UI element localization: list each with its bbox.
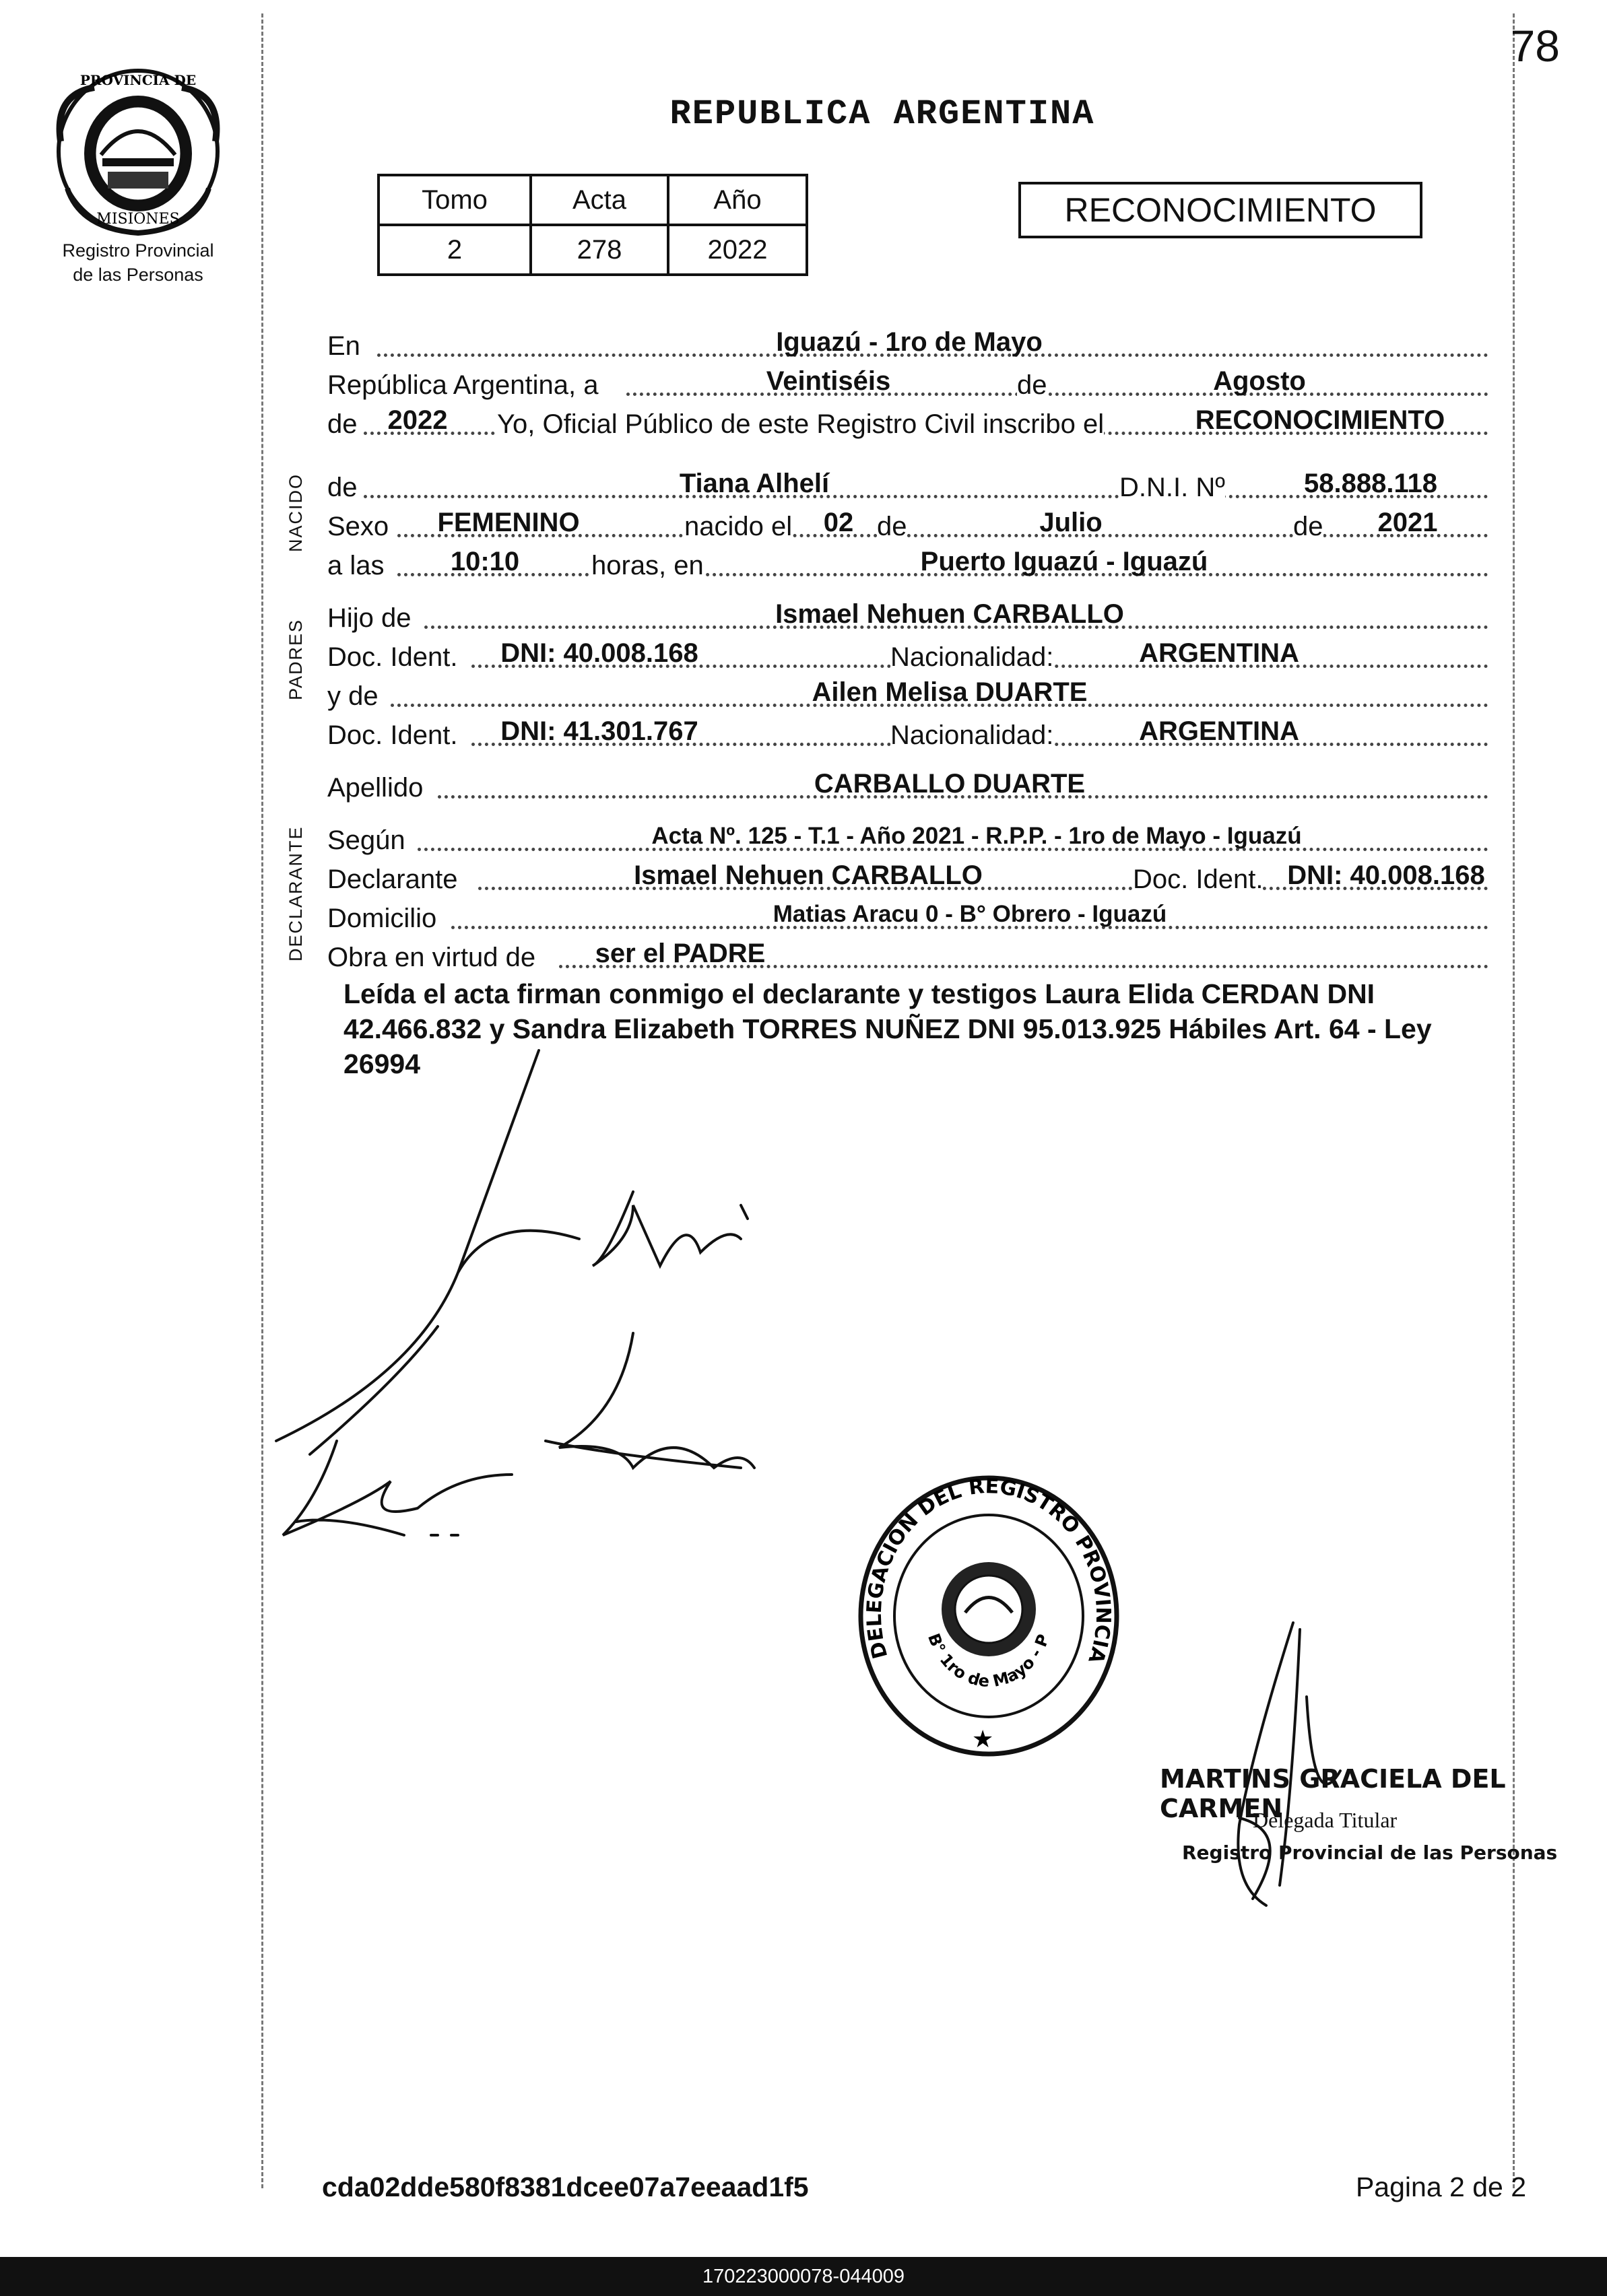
padres-side-label: PADRES: [286, 618, 306, 700]
svg-text:B° 1ro de Mayo - Pto. Iguazú: B° 1ro de Mayo - P: [924, 1631, 1053, 1691]
svg-text:DELEGACION DEL REGISTRO PROVIN: DELEGACION DEL REGISTRO PROVINCIA: [862, 1475, 1115, 1666]
nac-mes-value: Julio: [1039, 508, 1103, 537]
sexo-value: FEMENINO: [437, 508, 580, 537]
form-row-segun: [0, 816, 1607, 856]
yo-label: Yo, Oficial Público de este Registro Civil inscribo el: [497, 409, 1105, 439]
madre-doc-value: DNI: 41.301.767: [500, 716, 698, 746]
de-label: de: [1017, 370, 1047, 400]
declarante-label: Declarante: [327, 865, 458, 894]
form-row-sexo: [0, 502, 1607, 543]
official-name: MARTINS GRACIELA DEL CARMEN: [1160, 1764, 1506, 1823]
footer-code-bar: 170223000078-044009: [0, 2257, 1607, 2296]
witness-signatures: [256, 1037, 795, 1576]
nacido-side-label: NACIDO: [286, 473, 306, 552]
de5-label: de: [1293, 512, 1323, 541]
registry-stamp: [847, 1468, 1130, 1764]
nac-dia-value: 02: [823, 508, 854, 537]
en-value: Iguazú - 1ro de Mayo: [776, 327, 1043, 357]
record-type-box: RECONOCIMIENTO: [1018, 182, 1422, 238]
document-hash: cda02dde580f8381dcee07a7eeaad1f5: [322, 2171, 809, 2202]
declarante-side-label: DECLARANTE: [286, 825, 306, 961]
declarant-signature-stroke: [276, 1050, 579, 1454]
padre-doc-value: DNI: 40.008.168: [500, 638, 698, 668]
nacionalidad-label: Nacionalidad:: [890, 642, 1054, 672]
hijo-de-label: Hijo de: [327, 603, 412, 633]
hora-value: 10:10: [450, 547, 520, 576]
acta-value: 278: [531, 225, 668, 275]
inscribo-value: RECONOCIMIENTO: [1195, 405, 1445, 435]
record-table: [377, 174, 808, 276]
madre-value: Ailen Melisa DUARTE: [812, 677, 1088, 707]
form-row-padre: [0, 594, 1607, 634]
de3-label: de: [327, 473, 358, 502]
domicilio-label: Domicilio: [327, 904, 437, 933]
registry-label: [34, 238, 242, 287]
witness3-signature-stroke: [283, 1441, 512, 1535]
official-office: Registro Provincial de las Personas: [1182, 1842, 1558, 1864]
form-row-declarante: [0, 855, 1607, 896]
svg-text:PROVINCIA DE: PROVINCIA DE: [79, 72, 197, 88]
form-row-en: [0, 322, 1607, 362]
declarante-value: Ismael Nehuen CARBALLO: [634, 860, 983, 890]
declarante-doc-value: DNI: 40.008.168: [1287, 860, 1485, 890]
doc-ident3-label: Doc. Ident.: [1133, 865, 1264, 894]
y-de-label: y de: [327, 681, 379, 711]
form-row-inscripcion: [0, 400, 1607, 440]
witness2-signature-stroke: [546, 1333, 754, 1468]
registry-label-line1: Registro Provincial: [62, 240, 214, 261]
republica-label: República Argentina, a: [327, 370, 599, 400]
doc-ident-label: Doc. Ident.: [327, 642, 458, 672]
form-row-domicilio: [0, 894, 1607, 935]
form-row-madre-doc: [0, 711, 1607, 751]
form-row-madre: [0, 672, 1607, 712]
anio-value: 2022: [668, 225, 807, 275]
dia-value: Veintiséis: [766, 366, 891, 396]
witness1-signature-stroke: [593, 1192, 748, 1266]
mes-value: Agosto: [1213, 366, 1306, 396]
closing-paragraph: Leída el acta firman conmigo el declarante y testigos Laura Elida CERDAN DNI 42.466.832 y Sandra Elizabeth TORRES NUÑEZ DNI 95.013.925 Hábiles Art. 64 - Ley 26994: [343, 978, 1432, 1079]
form-row-padre-doc: [0, 633, 1607, 673]
tomo-header: Tomo: [379, 175, 531, 225]
dni-value: 58.888.118: [1304, 469, 1437, 498]
record-table-header-row: [379, 175, 807, 225]
de2-label: de: [327, 409, 358, 439]
a-las-label: a las: [327, 551, 385, 580]
tomo-value: 2: [379, 225, 531, 275]
lugar-value: Puerto Iguazú - Iguazú: [920, 547, 1208, 576]
province-emblem: [54, 67, 222, 236]
padre-nac-value: ARGENTINA: [1139, 638, 1299, 668]
madre-nac-value: ARGENTINA: [1139, 716, 1299, 746]
form-row-hora: [0, 541, 1607, 582]
record-table-value-row: [379, 225, 807, 275]
official-title: Delegada Titular: [1253, 1808, 1398, 1832]
en-label: En: [327, 331, 360, 361]
nacido-el-label: nacido el: [684, 512, 793, 541]
form-row-apellido: [0, 764, 1607, 804]
anio-value-text: 2022: [387, 405, 448, 435]
obra-value: ser el PADRE: [595, 939, 766, 968]
registry-label-line2: de las Personas: [73, 265, 203, 285]
form-row-obra: [0, 933, 1607, 974]
nac-anio-value: 2021: [1377, 508, 1438, 537]
padre-value: Ismael Nehuen CARBALLO: [775, 599, 1124, 629]
segun-label: Según: [327, 825, 405, 855]
apellido-value: CARBALLO DUARTE: [814, 769, 1086, 799]
apellido-label: Apellido: [327, 773, 424, 803]
obra-label: Obra en virtud de: [327, 943, 536, 972]
segun-value: Acta Nº. 125 - T.1 - Año 2021 - R.P.P. - 1ro de Mayo - Iguazú: [651, 823, 1302, 849]
svg-text:★: ★: [972, 1725, 994, 1753]
dni-label: D.N.I. Nº: [1119, 473, 1225, 502]
doc-ident2-label: Doc. Ident.: [327, 720, 458, 750]
sexo-label: Sexo: [327, 512, 389, 541]
svg-text:MISIONES: MISIONES: [96, 211, 180, 228]
form-row-nombre: [0, 463, 1607, 504]
page-number: 78: [1510, 21, 1560, 71]
page-title: REPUBLICA ARGENTINA: [669, 94, 1095, 134]
anio-header: Año: [668, 175, 807, 225]
de4-label: de: [877, 512, 907, 541]
nacionalidad2-label: Nacionalidad:: [890, 720, 1054, 750]
nombre-value: Tiana Alhelí: [679, 469, 830, 498]
acta-header: Acta: [531, 175, 668, 225]
form-row-fecha: [0, 361, 1607, 401]
page-label: Pagina 2 de 2: [1355, 2171, 1526, 2202]
horas-en-label: horas, en: [591, 551, 704, 580]
domicilio-value: Matias Aracu 0 - B° Obrero - Iguazú: [773, 901, 1167, 927]
